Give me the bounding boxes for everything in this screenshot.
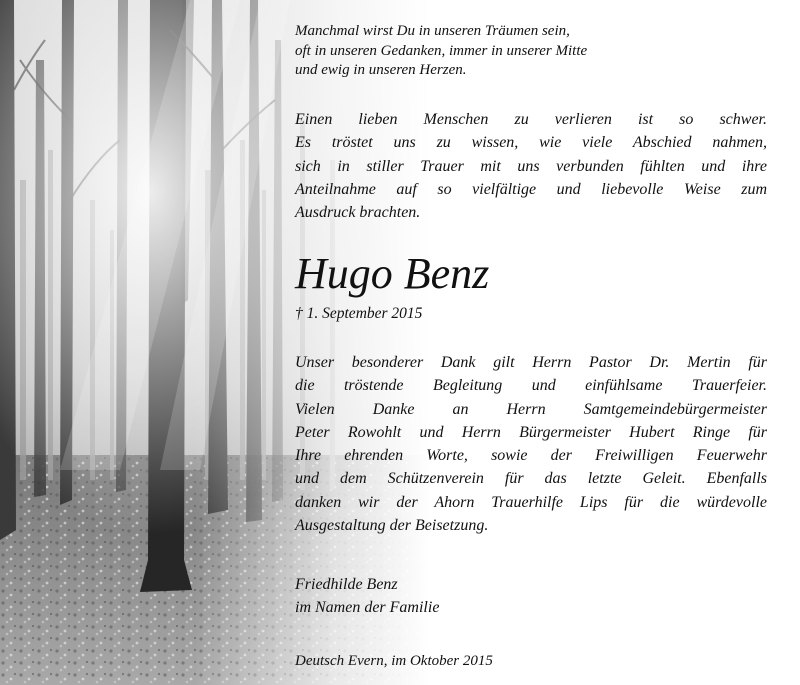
intro-line: Ausdruck brachten. [295, 204, 421, 222]
poem-line: Manchmal wirst Du in unseren Träumen sein, [295, 23, 570, 39]
intro-paragraph [295, 108, 767, 224]
poem-line: und ewig in unseren Herzen. [295, 62, 467, 78]
intro-line: Anteilnahme auf so vielfältige und liebevolle Weise zum [295, 180, 767, 198]
signature [295, 573, 439, 619]
thanks-line: Unser besonderer Dank gilt Herrn Pastor Dr. Mertin für [295, 354, 767, 371]
poem-line: oft in unseren Gedanken, immer in unserer Mitte [295, 42, 588, 59]
thanks-line: und dem Schützenverein für das letzte Geleit. Ebenfalls [295, 470, 767, 488]
thanks-line: Vielen Danke an Herrn Samtgemeindebürgermeister [295, 400, 767, 418]
thanks-line: die tröstende Begleitung und einfühlsame Trauerfeier. [295, 377, 767, 395]
thanks-line: Ihre ehrenden Worte, sowie der Freiwilligen Feuerwehr [295, 447, 767, 465]
place-date: Deutsch Evern, im Oktober 2015 [295, 653, 493, 669]
death-date: † 1. September 2015 [295, 305, 423, 322]
signature-name: Friedhilde Benz [295, 576, 398, 593]
intro-line: Einen lieben Menschen zu verlieren ist so schwer. [295, 111, 767, 128]
deceased-name: Hugo Benz [295, 249, 490, 298]
signature-family: im Namen der Familie [295, 599, 440, 616]
thanks-paragraph [295, 351, 767, 537]
intro-line: Es tröstet uns zu wissen, wie viele Abschied nahmen, [295, 134, 767, 152]
thanks-line: Peter Rowohlt und Herrn Bürgermeister Hubert Ringe für [295, 423, 767, 441]
intro-line: sich in stiller Trauer mit uns verbunden fühlten und ihre [295, 157, 767, 175]
thanks-line: danken wir der Ahorn Trauerhilfe Lips für die würdevolle [295, 493, 767, 511]
thanks-line: Ausgestaltung der Beisetzung. [295, 517, 489, 535]
poem [295, 22, 767, 81]
